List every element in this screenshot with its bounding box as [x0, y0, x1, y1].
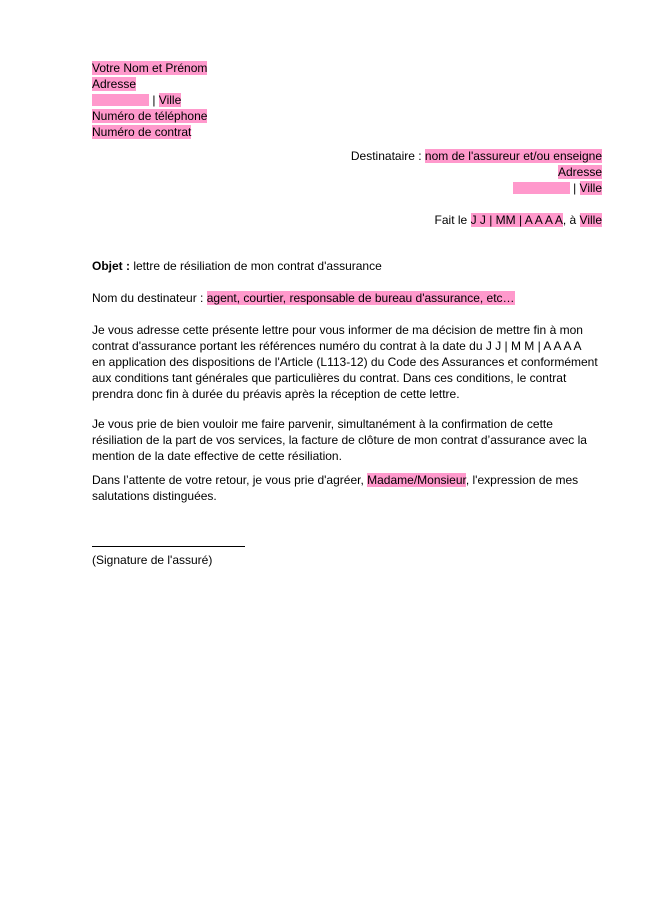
paragraph-line: aux conditions tant générales que particulières du contrat. Dans ces conditions, le contrat: [92, 371, 567, 385]
paragraph-line: en application des dispositions de l'Article (L113-12) du Code des Assurances et conformément: [92, 355, 598, 369]
sender-phone: Numéro de téléphone: [92, 109, 208, 123]
recipient-city: Ville: [579, 181, 602, 195]
recipient-address: Adresse: [557, 165, 602, 179]
subject-line: [92, 258, 382, 274]
sender-postal-code-blank: [92, 94, 149, 106]
closing-after: , l'expression de mes: [465, 473, 579, 487]
paragraph-line: prendra donc fin à durée du préavis après la réception de cette lettre.: [92, 387, 460, 401]
closing-before: Dans l’attente de votre retour, je vous prie d'agréer,: [92, 473, 368, 487]
destinator-line: [92, 290, 515, 306]
recipient-prefix: Destinataire :: [350, 149, 425, 163]
sender-city-separator: |: [152, 93, 159, 107]
sender-address: Adresse: [92, 77, 137, 91]
subject-label: Objet :: [92, 259, 130, 273]
paragraph-line: Je vous adresse cette présente lettre pour vous informer de ma décision de mettre fin à mon: [92, 323, 583, 337]
subject-text: lettre de résiliation de mon contrat d'assurance: [130, 259, 382, 273]
paragraph-line: contrat d'assurance portant les références numéro du contrat à la date du J J | M M | A A A A: [92, 339, 582, 353]
closing-line-2: salutations distinguées.: [92, 489, 217, 503]
destinator-label: Nom du destinateur :: [92, 291, 207, 305]
destinator-value: agent, courtier, responsable de bureau d'assurance, etc…: [206, 291, 515, 305]
signature-label: (Signature de l'assuré): [92, 553, 213, 567]
paragraph-2: [92, 416, 612, 464]
closing-salutation: Madame/Monsieur: [367, 473, 466, 487]
date-line: [435, 212, 602, 228]
paragraph-line: Je vous prie de bien vouloir me faire parvenir, simultanément à la confirmation de cette: [92, 417, 553, 431]
sender-block: [92, 60, 207, 140]
recipient-city-separator: |: [573, 181, 580, 195]
paragraph-line: mention de la date effective de cette résiliation.: [92, 449, 342, 463]
recipient-name: nom de l'assureur et/ou enseigne: [424, 149, 602, 163]
signature-line: [92, 546, 245, 547]
paragraph-1: [92, 322, 612, 402]
paragraph-3: [92, 472, 612, 504]
sender-contract-number: Numéro de contrat: [92, 125, 192, 139]
recipient-postal-code-blank: [513, 182, 570, 194]
date-middle: , à: [562, 213, 580, 227]
date-prefix: Fait le: [434, 213, 471, 227]
date-city: Ville: [579, 213, 602, 227]
sender-city: Ville: [158, 93, 182, 107]
recipient-block: [351, 148, 602, 196]
date-value: J J | MM | A A A A: [470, 213, 563, 227]
sender-name: Votre Nom et Prénom: [92, 61, 208, 75]
paragraph-line: résiliation de la part de vos services, la facture de clôture de mon contrat d’assurance avec la: [92, 433, 587, 447]
